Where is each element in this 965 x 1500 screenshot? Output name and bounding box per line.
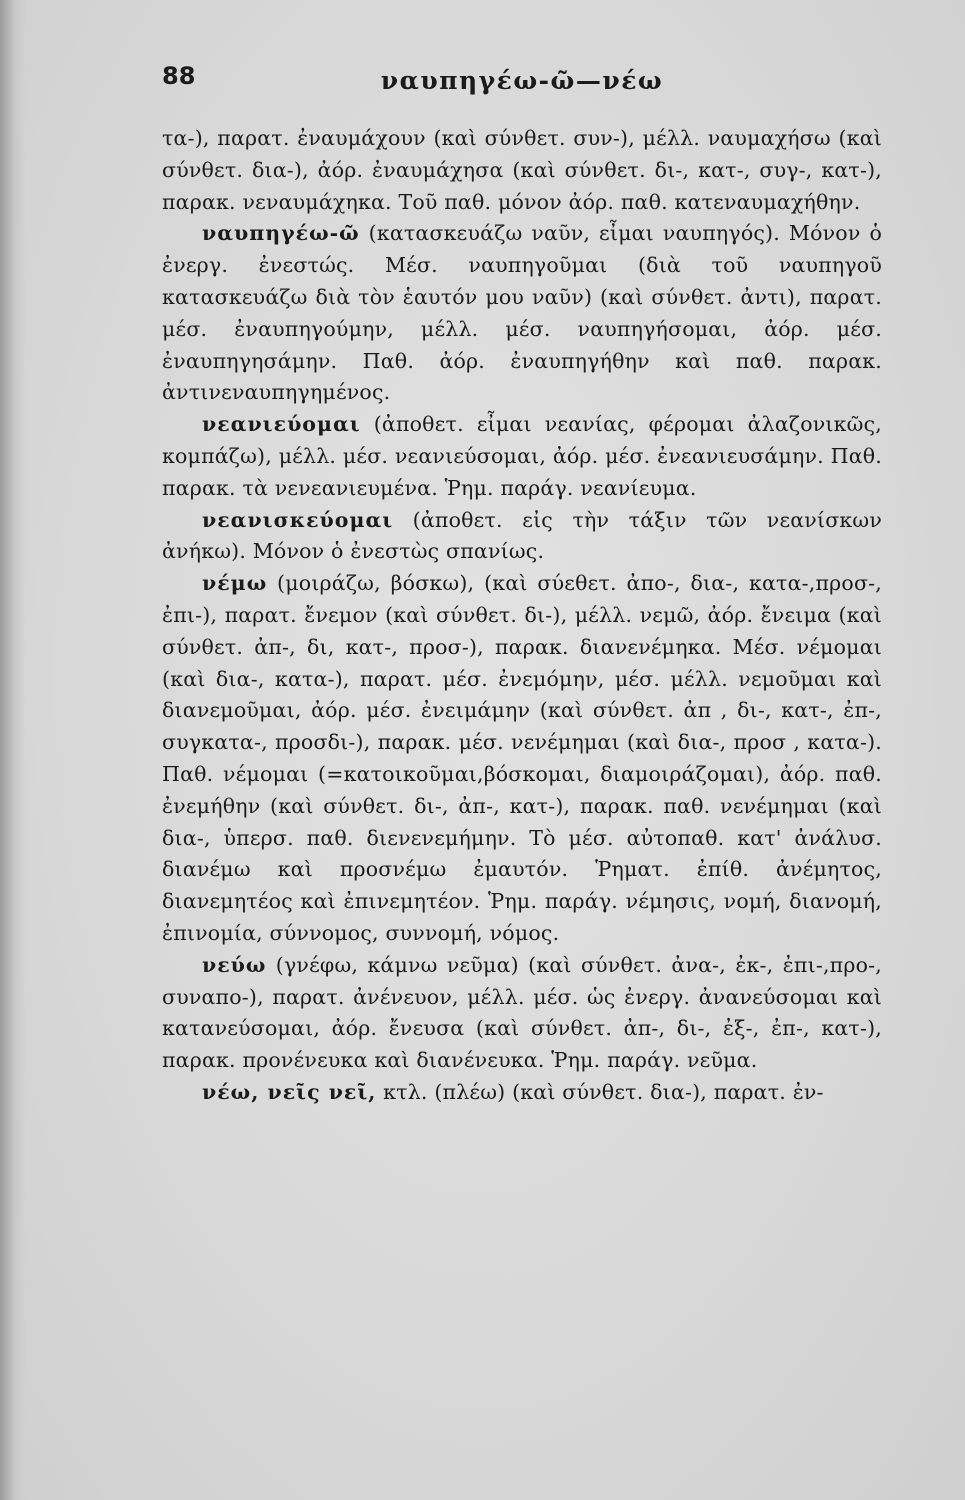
page-number: 88 [162, 62, 196, 90]
entry-nemo [162, 568, 882, 950]
entry-neo [162, 1077, 882, 1109]
entry-continuation [162, 123, 882, 218]
entry-text: (γνέφω, κάμνω νεῦμα) (καὶ σύνθετ. ἀνα-, ἐκ-, ἐπι-,προ-, συναπο-), παρατ. ἀνένευον, μέλλ. μέσ. ὡς ἐνεργ. ἀνανεύσομαι καὶ κατανεύσομαι, ἀόρ. ἔνευσα (καὶ σύνθετ. ἀπ-, δι-, ἐξ-, ἐπ-, κατ-), παρακ. προνένευκα καὶ διανένευκα. Ῥημ. παράγ. νεῦμα. [162, 952, 882, 1073]
entry-text: (ἀποθετ. εἰς τὴν τάξιν τῶν νεανίσκων ἀνήκω). Μόνον ὁ ἐνεστὼς σπανίως. [162, 507, 882, 564]
entry-neaniskeuomai [162, 505, 882, 569]
entry-text: κτλ. (πλέω) (καὶ σύνθετ. δια-), παρατ. ἐν- [376, 1079, 824, 1104]
entry-headword: ναυπηγέω-ῶ [202, 221, 360, 246]
page-header [162, 62, 882, 102]
entry-headword: νέμω [202, 571, 268, 596]
entry-text: τα-), παρατ. ἐναυμάχουν (καὶ σύνθετ. συν-), μέλλ. ναυμαχήσω (καὶ σύνθετ. δια-), ἀόρ. ἐναυμάχησα (καὶ σύνθετ. δι-, κατ-, συγ-, κατ-), παρακ. νεναυμάχηκα. Τοῦ παθ. μόνον ἀόρ. παθ. κατεναυμαχήθην. [162, 126, 882, 214]
entry-headword: νέω, νεῖς νεῖ, [202, 1079, 377, 1104]
running-head: ναυπηγέω-ῶ—νέω [380, 66, 664, 95]
entry-text: (μοιράζω, βόσκω), (καὶ σύεθετ. ἀπο-, δια-, κατα-,προσ-, ἐπι-), παρατ. ἔνεμον (καὶ σύνθετ. δι-), μέλλ. νεμῶ, ἀόρ. ἔνειμα (καὶ σύνθετ. ἀπ-, δι, κατ-, προσ-), παρακ. διανενέμηκα. Μέσ. νέμομαι (καὶ δια-, κατα-), παρατ. μέσ. ἐνεμόμην, μέσ. μέλλ. νεμοῦμαι καὶ διανεμοῦμαι, ἀόρ. μέσ. ἐνειμάμην (καὶ σύνθετ. ἀπ , δι-, κατ-, ἐπ-, συγκατα-, προσδι-), παρακ. μέσ. νενέμημαι (καὶ δια-, προσ , κατα-). Παθ. νέμομαι (=κατοικοῦμαι,βόσκομαι, διαμοιράζομαι), ἀόρ. παθ. ἐνεμήθην (καὶ σύνθετ. δι-, ἀπ-, κατ-), παρακ. παθ. νενέμημαι (καὶ δια-, ὑπερσ. παθ. διενενεμήμην. Τὸ μέσ. αὐτοπαθ. κατ' ἀνάλυσ. διανέμω καὶ προσνέμω ἐμαυτόν. Ῥηματ. ἐπίθ. ἀνέμητος, διανεμητέος καὶ ἐπινεμητέον. Ῥημ. παράγ. νέμησις, νομή, διανομή, ἐπινομία, σύννομος, συννομή, νόμος. [162, 571, 882, 945]
dictionary-body [162, 123, 882, 1109]
entry-neuo [162, 950, 882, 1077]
entry-text: (ἀποθετ. εἶμαι νεανίας, φέρομαι ἀλαζονικῶς, κομπάζω), μέλλ. μέσ. νεανιεύσομαι, ἀόρ. μέσ. ἐνεανιευσάμην. Παθ. παρακ. τὰ νενεανιευμένα. Ῥημ. παράγ. νεανίευμα. [162, 412, 882, 500]
entry-headword: νεανισκεύομαι [202, 507, 394, 532]
page-spine-shadow [0, 0, 26, 1500]
entry-headword: νεανιεύομαι [202, 412, 361, 437]
entry-text: (κατασκευάζω ναῦν, εἶμαι ναυπηγός). Μόνον ὁ ἐνεργ. ἐνεστώς. Μέσ. ναυπηγοῦμαι (διὰ τοῦ ναυπηγοῦ κατασκευάζω διὰ τὸν ἑαυτόν μου ναῦν) (καὶ σύνθετ. ἀντι), παρατ. μέσ. ἐναυπηγούμην, μέλλ. μέσ. ναυπηγήσομαι, ἀόρ. μέσ. ἐναυπηγησάμην. Παθ. ἀόρ. ἐναυπηγήθην καὶ παθ. παρακ. ἀντινεναυπηγημένος. [162, 221, 882, 405]
entry-headword: νεύω [202, 952, 267, 977]
entry-neanieuomai [162, 409, 882, 504]
entry-naupegeo [162, 218, 882, 409]
